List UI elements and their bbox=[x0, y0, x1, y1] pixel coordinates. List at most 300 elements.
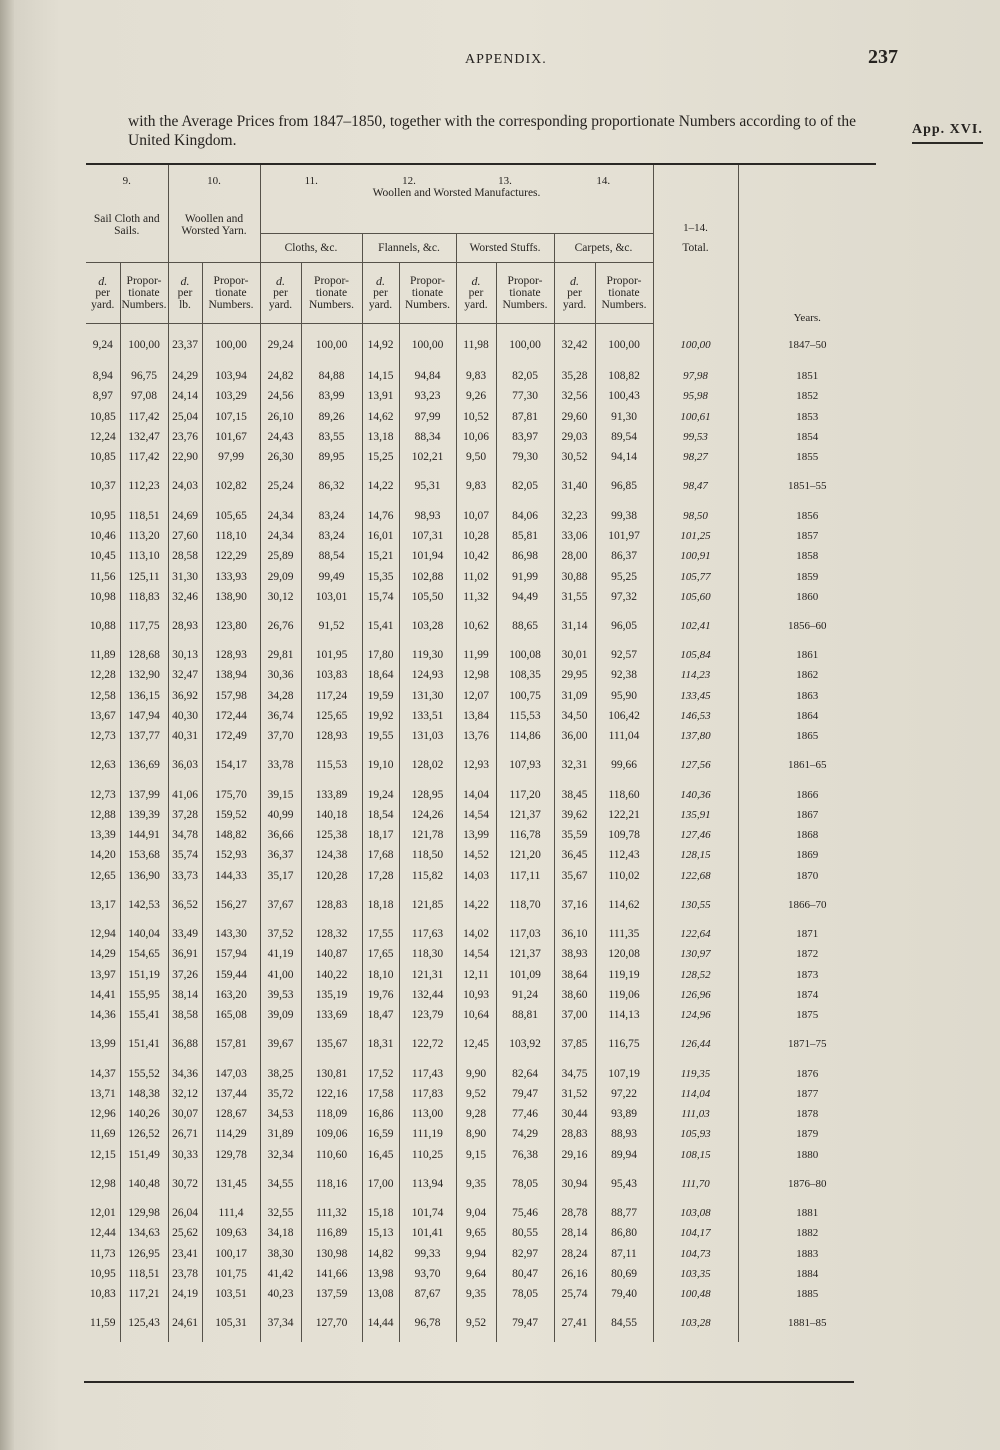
table-row bbox=[86, 1223, 876, 1243]
col10-price: 33,49 bbox=[168, 924, 202, 944]
col10-price: 34,78 bbox=[168, 825, 202, 845]
col9-price: 14,36 bbox=[89, 1009, 116, 1022]
col11-prop: 130,81 bbox=[301, 1063, 362, 1083]
col12-price: 13,18 bbox=[362, 427, 399, 447]
col13-prop: 88,65 bbox=[496, 607, 554, 645]
total-cell: 103,28 bbox=[653, 1304, 738, 1342]
col14-price: 38,45 bbox=[554, 784, 595, 804]
col9-prop: 100,00 bbox=[120, 324, 168, 367]
table-row bbox=[86, 386, 876, 406]
col10-prop: Propor- tionate Numbers. bbox=[202, 263, 260, 324]
col10-price: 24,14 bbox=[168, 386, 202, 406]
col12-prop: 128,95 bbox=[399, 784, 456, 804]
col13-price: 9,35 bbox=[456, 1284, 496, 1304]
year-cell: 1869 bbox=[738, 845, 876, 865]
col12-prop: 102,88 bbox=[399, 566, 456, 586]
col12-prop: 98,93 bbox=[399, 505, 456, 525]
col11-prop: Propor- tionate Numbers. bbox=[301, 263, 362, 324]
col12-prop: 87,67 bbox=[399, 1284, 456, 1304]
year-cell: 1856 bbox=[738, 505, 876, 525]
col11-prop: 128,32 bbox=[301, 924, 362, 944]
col9-price: 12,28 bbox=[89, 669, 116, 682]
col13-prop: 91,99 bbox=[496, 566, 554, 586]
col14-prop: 96,85 bbox=[595, 467, 653, 505]
table-row bbox=[86, 407, 876, 427]
year-cell: 1882 bbox=[738, 1223, 876, 1243]
col14-price: 34,75 bbox=[554, 1063, 595, 1083]
col13-price: 9,52 bbox=[456, 1084, 496, 1104]
col10-prop: 131,45 bbox=[202, 1165, 260, 1203]
col10-prop: 111,4 bbox=[202, 1203, 260, 1223]
col10-price: 30,13 bbox=[168, 645, 202, 665]
col12-prop: 107,31 bbox=[399, 526, 456, 546]
col13-prop: 79,47 bbox=[496, 1304, 554, 1342]
col12-prop: 95,31 bbox=[399, 467, 456, 505]
col13-prop: 117,03 bbox=[496, 924, 554, 944]
col10-prop: 157,94 bbox=[202, 944, 260, 964]
col14-prop: 94,14 bbox=[595, 447, 653, 467]
col12-price: 17,28 bbox=[362, 866, 399, 886]
col12-prop: 121,85 bbox=[399, 886, 456, 924]
total-cell: 99,53 bbox=[653, 427, 738, 447]
col13-prop: 91,24 bbox=[496, 985, 554, 1005]
year-cell: 1868 bbox=[738, 825, 876, 845]
col14-prop: 114,13 bbox=[595, 1005, 653, 1025]
col11-price: 40,23 bbox=[260, 1284, 301, 1304]
col14-price: 29,95 bbox=[554, 665, 595, 685]
col9-price: 12,88 bbox=[89, 808, 116, 821]
col11-price: 36,37 bbox=[260, 845, 301, 865]
table-row bbox=[86, 505, 876, 525]
table-row bbox=[86, 706, 876, 726]
col11-prop: 83,55 bbox=[301, 427, 362, 447]
col10-prop: 105,65 bbox=[202, 505, 260, 525]
col12-price: 14,62 bbox=[362, 407, 399, 427]
col13-prop: 88,81 bbox=[496, 1005, 554, 1025]
col9-price: 13,17 bbox=[89, 898, 116, 911]
table-row bbox=[86, 985, 876, 1005]
col13-prop: 101,09 bbox=[496, 965, 554, 985]
col9-prop: 153,68 bbox=[120, 845, 168, 865]
col13-price: 9,52 bbox=[456, 1304, 496, 1342]
col10-prop: 175,70 bbox=[202, 784, 260, 804]
col9-prop: 154,65 bbox=[120, 944, 168, 964]
year-cell: 1857 bbox=[738, 526, 876, 546]
col9-price: 10,45 bbox=[89, 550, 116, 563]
total-cell: 130,97 bbox=[653, 944, 738, 964]
col14-prop: 87,11 bbox=[595, 1244, 653, 1264]
col10-prop: 100,00 bbox=[202, 324, 260, 367]
col12-prop: 121,31 bbox=[399, 965, 456, 985]
col14-prop: 95,43 bbox=[595, 1165, 653, 1203]
col10-prop: 159,44 bbox=[202, 965, 260, 985]
col11-price: 39,53 bbox=[260, 985, 301, 1005]
col11-prop: 103,01 bbox=[301, 587, 362, 607]
col11-price: 24,34 bbox=[260, 526, 301, 546]
table-row bbox=[86, 965, 876, 985]
col9-price: 12,73 bbox=[89, 788, 116, 801]
col9-prop: 151,41 bbox=[120, 1025, 168, 1063]
col13-price: 10,93 bbox=[456, 985, 496, 1005]
col12-price: 17,68 bbox=[362, 845, 399, 865]
col12-prop: Propor- tionate Numbers. bbox=[399, 263, 456, 324]
year-cell: 1879 bbox=[738, 1124, 876, 1144]
col13-prop: 78,05 bbox=[496, 1284, 554, 1304]
table-row bbox=[86, 845, 876, 865]
col12-price: 18,31 bbox=[362, 1025, 399, 1063]
table-row bbox=[86, 665, 876, 685]
col12-price: 19,55 bbox=[362, 726, 399, 746]
total-cell: 130,55 bbox=[653, 886, 738, 924]
col9-prop: 117,42 bbox=[120, 407, 168, 427]
col14-prop: 119,19 bbox=[595, 965, 653, 985]
col9-price: 10,98 bbox=[89, 590, 116, 603]
col10-price: 30,72 bbox=[168, 1165, 202, 1203]
col12-price: 13,08 bbox=[362, 1284, 399, 1304]
col11-prop: 125,38 bbox=[301, 825, 362, 845]
col12-prop: 119,30 bbox=[399, 645, 456, 665]
col13-prop: 86,98 bbox=[496, 546, 554, 566]
col12-prop: 117,43 bbox=[399, 1063, 456, 1083]
col14-prop: 96,05 bbox=[595, 607, 653, 645]
col9-price: 13,99 bbox=[89, 1038, 116, 1051]
col13-prop: 118,70 bbox=[496, 886, 554, 924]
col10-prop: 138,90 bbox=[202, 587, 260, 607]
col13-prop: 74,29 bbox=[496, 1124, 554, 1144]
col10-price: 30,07 bbox=[168, 1104, 202, 1124]
col12-prop: 88,34 bbox=[399, 427, 456, 447]
col12-prop: 132,44 bbox=[399, 985, 456, 1005]
table-row bbox=[86, 784, 876, 804]
col12-prop: 118,50 bbox=[399, 845, 456, 865]
col10-price: 41,06 bbox=[168, 784, 202, 804]
col11-prop: 133,89 bbox=[301, 784, 362, 804]
col9-prop: 144,91 bbox=[120, 825, 168, 845]
col11-prop: 100,00 bbox=[301, 324, 362, 367]
total-cell: 126,44 bbox=[653, 1025, 738, 1063]
col11-price: 34,18 bbox=[260, 1223, 301, 1243]
col10-price: 24,69 bbox=[168, 505, 202, 525]
col10-unit: d. per lb. bbox=[168, 263, 202, 324]
col12-prop: 93,23 bbox=[399, 386, 456, 406]
col14-price: 37,16 bbox=[554, 886, 595, 924]
col10-price: 30,33 bbox=[168, 1145, 202, 1165]
col13-prop: 94,49 bbox=[496, 587, 554, 607]
total-cell: 100,00 bbox=[653, 324, 738, 367]
col14-price: 28,78 bbox=[554, 1203, 595, 1223]
col13-prop: 82,97 bbox=[496, 1244, 554, 1264]
col10-price: 31,30 bbox=[168, 566, 202, 586]
col14-unit: d. per yard. bbox=[554, 263, 595, 324]
col12-price: 16,45 bbox=[362, 1145, 399, 1165]
col13-prop: 77,46 bbox=[496, 1104, 554, 1124]
col10-name: Woollen and Worsted Yarn. bbox=[168, 187, 260, 263]
col11-prop: 120,28 bbox=[301, 866, 362, 886]
col14-price: 35,59 bbox=[554, 825, 595, 845]
year-cell: 1885 bbox=[738, 1284, 876, 1304]
table-bottom-rule bbox=[84, 1381, 854, 1383]
col12-price: 18,47 bbox=[362, 1005, 399, 1025]
col14-prop: 92,57 bbox=[595, 645, 653, 665]
col10-prop: 156,27 bbox=[202, 886, 260, 924]
col14-prop: 88,77 bbox=[595, 1203, 653, 1223]
total-cell: 104,73 bbox=[653, 1244, 738, 1264]
col12-prop: 117,83 bbox=[399, 1084, 456, 1104]
col14-price: 30,01 bbox=[554, 645, 595, 665]
col12-price: 14,44 bbox=[362, 1304, 399, 1342]
col12-prop: 97,99 bbox=[399, 407, 456, 427]
col12-prop: 96,78 bbox=[399, 1304, 456, 1342]
col14-price: 38,64 bbox=[554, 965, 595, 985]
total-cell: 101,25 bbox=[653, 526, 738, 546]
col11-prop: 128,83 bbox=[301, 886, 362, 924]
total-cell: 135,91 bbox=[653, 805, 738, 825]
year-cell: 1884 bbox=[738, 1264, 876, 1284]
col12-price: 16,86 bbox=[362, 1104, 399, 1124]
col12-price: 15,74 bbox=[362, 587, 399, 607]
table-row bbox=[86, 924, 876, 944]
col11-prop: 140,22 bbox=[301, 965, 362, 985]
col10-price: 36,92 bbox=[168, 686, 202, 706]
total-cell: 128,15 bbox=[653, 845, 738, 865]
col11-price: 29,09 bbox=[260, 566, 301, 586]
col11-price: 37,52 bbox=[260, 924, 301, 944]
col13-prop: 121,37 bbox=[496, 805, 554, 825]
col13-price: 12,45 bbox=[456, 1025, 496, 1063]
col11-price: 38,25 bbox=[260, 1063, 301, 1083]
col11-prop: 135,67 bbox=[301, 1025, 362, 1063]
year-cell: 1870 bbox=[738, 866, 876, 886]
col10-prop: 123,80 bbox=[202, 607, 260, 645]
col11-price: 41,42 bbox=[260, 1264, 301, 1284]
col14-prop: 91,30 bbox=[595, 407, 653, 427]
col14-price: 38,60 bbox=[554, 985, 595, 1005]
col14-prop: 95,90 bbox=[595, 686, 653, 706]
year-cell: 1859 bbox=[738, 566, 876, 586]
year-cell: 1861–65 bbox=[738, 746, 876, 784]
subtotal-row bbox=[86, 467, 876, 505]
col9-prop: 118,51 bbox=[120, 505, 168, 525]
table-row bbox=[86, 1124, 876, 1144]
col11-price: 24,56 bbox=[260, 386, 301, 406]
col9-prop: 118,83 bbox=[120, 587, 168, 607]
col11-price: 24,82 bbox=[260, 366, 301, 386]
total-cell: 104,17 bbox=[653, 1223, 738, 1243]
range-label: 1–14. bbox=[653, 165, 738, 234]
col13-price: 11,99 bbox=[456, 645, 496, 665]
year-cell: 1873 bbox=[738, 965, 876, 985]
col9-price: 14,29 bbox=[89, 948, 116, 961]
col9-prop: 155,52 bbox=[120, 1063, 168, 1083]
col12-prop: 99,33 bbox=[399, 1244, 456, 1264]
col11-price: 33,78 bbox=[260, 746, 301, 784]
col14-price: 30,88 bbox=[554, 566, 595, 586]
col13-price: 14,04 bbox=[456, 784, 496, 804]
col12-prop: 101,74 bbox=[399, 1203, 456, 1223]
col13-prop: 116,78 bbox=[496, 825, 554, 845]
year-cell: 1866–70 bbox=[738, 886, 876, 924]
col9-prop: 117,21 bbox=[120, 1284, 168, 1304]
total-cell: 105,84 bbox=[653, 645, 738, 665]
col13-prop: 82,64 bbox=[496, 1063, 554, 1083]
col9-prop: 113,10 bbox=[120, 546, 168, 566]
col12-price: 17,58 bbox=[362, 1084, 399, 1104]
col12-price: 17,80 bbox=[362, 645, 399, 665]
col10-price: 34,36 bbox=[168, 1063, 202, 1083]
col11-price: 39,67 bbox=[260, 1025, 301, 1063]
col14-prop: 99,38 bbox=[595, 505, 653, 525]
col11-price: 30,12 bbox=[260, 587, 301, 607]
year-cell: 1880 bbox=[738, 1145, 876, 1165]
total-cell: 100,48 bbox=[653, 1284, 738, 1304]
col12-prop: 118,30 bbox=[399, 944, 456, 964]
col11-price: 40,99 bbox=[260, 805, 301, 825]
col14-price: 31,52 bbox=[554, 1084, 595, 1104]
col12-price: 14,92 bbox=[362, 324, 399, 367]
col14-prop: 107,19 bbox=[595, 1063, 653, 1083]
col10-prop: 128,67 bbox=[202, 1104, 260, 1124]
col10-prop: 107,15 bbox=[202, 407, 260, 427]
col9-price: 11,56 bbox=[90, 570, 116, 583]
col14-price: 28,00 bbox=[554, 546, 595, 566]
col9-price: 12,98 bbox=[89, 1177, 116, 1190]
col10-prop: 118,10 bbox=[202, 526, 260, 546]
col12-prop: 117,63 bbox=[399, 924, 456, 944]
year-cell: 1872 bbox=[738, 944, 876, 964]
col13-prop: 87,81 bbox=[496, 407, 554, 427]
col9-price: 12,96 bbox=[89, 1108, 116, 1121]
col12-prop: 124,93 bbox=[399, 665, 456, 685]
col11-price: 34,53 bbox=[260, 1104, 301, 1124]
col14-prop: 119,06 bbox=[595, 985, 653, 1005]
col13-price: 14,54 bbox=[456, 944, 496, 964]
col14-prop: 79,40 bbox=[595, 1284, 653, 1304]
col11-price: 31,89 bbox=[260, 1124, 301, 1144]
col10-price: 24,29 bbox=[168, 366, 202, 386]
col11-prop: 89,95 bbox=[301, 447, 362, 467]
col11-unit: d. per yard. bbox=[260, 263, 301, 324]
col10-price: 37,28 bbox=[168, 805, 202, 825]
col9-price: 14,41 bbox=[89, 988, 116, 1001]
col12-prop: 131,03 bbox=[399, 726, 456, 746]
year-cell: 1875 bbox=[738, 1005, 876, 1025]
total-cell: 114,04 bbox=[653, 1084, 738, 1104]
col14-price: 33,06 bbox=[554, 526, 595, 546]
table-row bbox=[86, 1145, 876, 1165]
col10-prop: 100,17 bbox=[202, 1244, 260, 1264]
col14-price: 30,52 bbox=[554, 447, 595, 467]
col12-price: 14,76 bbox=[362, 505, 399, 525]
col11-price: 34,28 bbox=[260, 686, 301, 706]
col10-prop: 101,75 bbox=[202, 1264, 260, 1284]
col14-price: 32,23 bbox=[554, 505, 595, 525]
col14-price: 36,45 bbox=[554, 845, 595, 865]
col13-price: 9,64 bbox=[456, 1264, 496, 1284]
col12-price: 14,15 bbox=[362, 366, 399, 386]
col13-prop: 83,97 bbox=[496, 427, 554, 447]
col9-price: 12,58 bbox=[89, 689, 116, 702]
col13-price: 9,83 bbox=[456, 467, 496, 505]
col14-price: 39,62 bbox=[554, 805, 595, 825]
col9-prop: 118,51 bbox=[120, 1264, 168, 1284]
col11-price: 24,43 bbox=[260, 427, 301, 447]
col11-prop: 99,49 bbox=[301, 566, 362, 586]
col9-price: 11,73 bbox=[90, 1247, 116, 1260]
col10-prop: 105,31 bbox=[202, 1304, 260, 1342]
col13-price: 11,32 bbox=[456, 587, 496, 607]
col9-price: 12,44 bbox=[89, 1227, 116, 1240]
col12-prop: 122,72 bbox=[399, 1025, 456, 1063]
col13-prop: 82,05 bbox=[496, 366, 554, 386]
col10-prop: 163,20 bbox=[202, 985, 260, 1005]
col13-prop: 103,92 bbox=[496, 1025, 554, 1063]
col12-prop: 113,00 bbox=[399, 1104, 456, 1124]
col11-price: 25,89 bbox=[260, 546, 301, 566]
col9-price: 9,24 bbox=[92, 339, 113, 351]
page-gutter-shadow bbox=[0, 0, 14, 1450]
col12-price: 17,52 bbox=[362, 1063, 399, 1083]
col12-price: 19,92 bbox=[362, 706, 399, 726]
col11-price: 29,81 bbox=[260, 645, 301, 665]
col11-prop: 116,89 bbox=[301, 1223, 362, 1243]
year-cell: 1863 bbox=[738, 686, 876, 706]
total-cell: 140,36 bbox=[653, 784, 738, 804]
total-cell: 124,96 bbox=[653, 1005, 738, 1025]
col9-prop: 151,19 bbox=[120, 965, 168, 985]
col9-prop: 128,68 bbox=[120, 645, 168, 665]
col9-prop: 155,95 bbox=[120, 985, 168, 1005]
subtotal-row bbox=[86, 746, 876, 784]
year-cell: 1861 bbox=[738, 645, 876, 665]
col13-prop: 117,11 bbox=[496, 866, 554, 886]
col11-prop: 84,88 bbox=[301, 366, 362, 386]
col10-price: 23,76 bbox=[168, 427, 202, 447]
table-row bbox=[86, 1264, 876, 1284]
col11-prop: 118,16 bbox=[301, 1165, 362, 1203]
table-row bbox=[86, 447, 876, 467]
col9-price: 12,94 bbox=[89, 928, 116, 941]
col12-prop: 115,82 bbox=[399, 866, 456, 886]
col9-prop: 137,77 bbox=[120, 726, 168, 746]
col11-price: 26,30 bbox=[260, 447, 301, 467]
col10-price: 22,90 bbox=[168, 447, 202, 467]
col13-price: 11,98 bbox=[456, 324, 496, 367]
col14-prop: 109,78 bbox=[595, 825, 653, 845]
col10-price: 36,03 bbox=[168, 746, 202, 784]
col13-prop: 82,05 bbox=[496, 467, 554, 505]
col12-price: 18,54 bbox=[362, 805, 399, 825]
col14-price: 36,10 bbox=[554, 924, 595, 944]
year-cell: 1860 bbox=[738, 587, 876, 607]
col13-prop: 115,53 bbox=[496, 706, 554, 726]
col11-price: 24,34 bbox=[260, 505, 301, 525]
col12-price: 17,55 bbox=[362, 924, 399, 944]
col10-price: 33,73 bbox=[168, 866, 202, 886]
col14-price: 35,28 bbox=[554, 366, 595, 386]
total-cell: 122,64 bbox=[653, 924, 738, 944]
col11-prop: 101,95 bbox=[301, 645, 362, 665]
col13-price: 14,22 bbox=[456, 886, 496, 924]
col14-prop: 93,89 bbox=[595, 1104, 653, 1124]
col9-prop: 134,63 bbox=[120, 1223, 168, 1243]
col9-prop: 139,39 bbox=[120, 805, 168, 825]
col10-prop: 103,94 bbox=[202, 366, 260, 386]
col9-prop: 155,41 bbox=[120, 1005, 168, 1025]
col14-prop: 122,21 bbox=[595, 805, 653, 825]
col14-prop: 88,93 bbox=[595, 1124, 653, 1144]
col9-price: 11,59 bbox=[90, 1317, 116, 1330]
col12-prop: 110,25 bbox=[399, 1145, 456, 1165]
